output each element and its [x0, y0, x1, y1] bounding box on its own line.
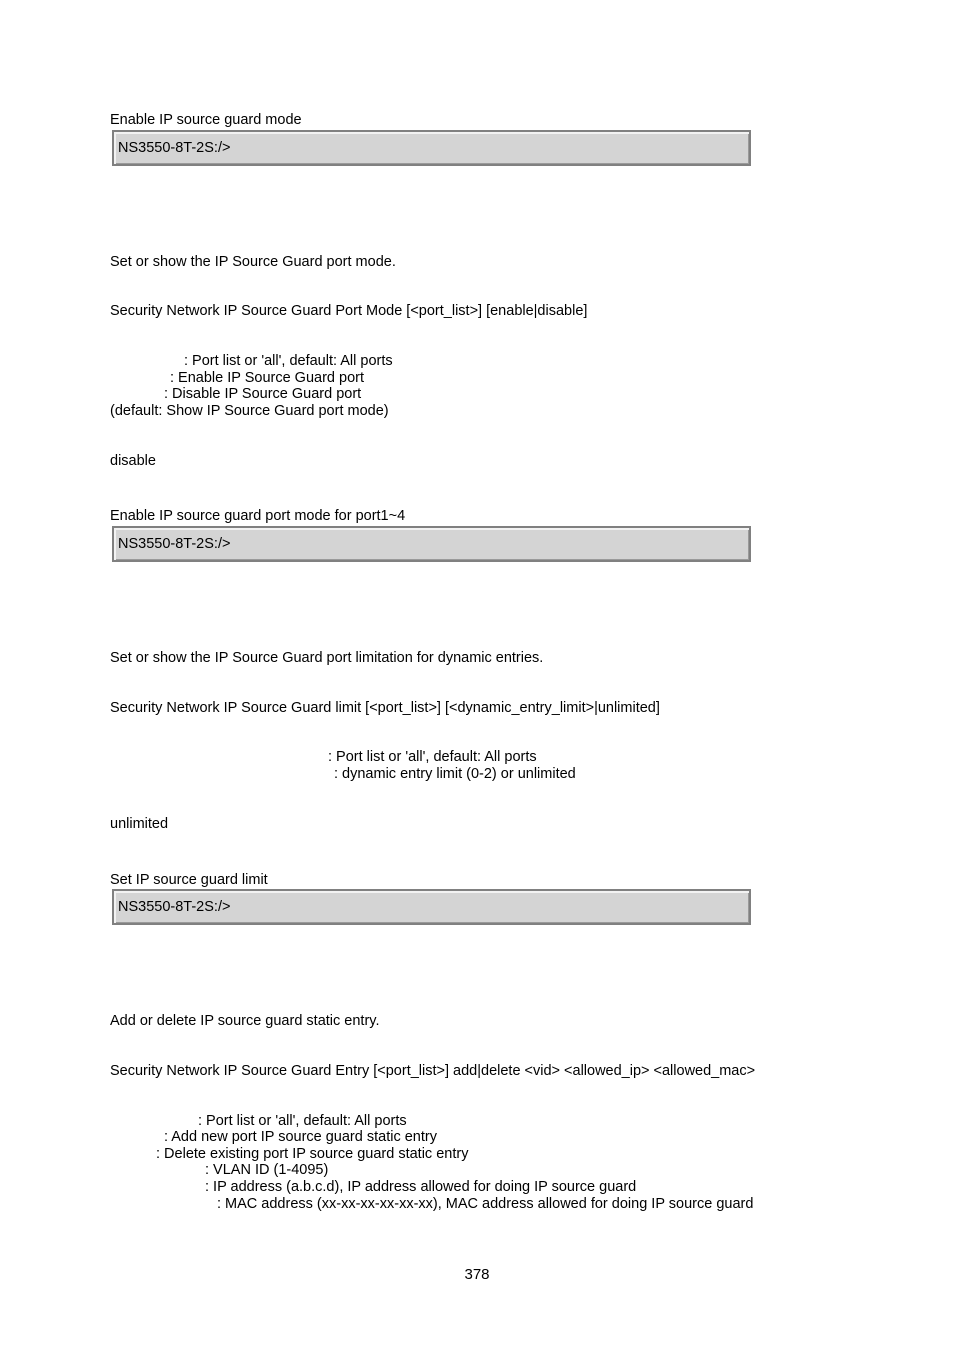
param-add: : Add new port IP source guard static entry — [164, 1129, 437, 1145]
cli-example-box — [112, 889, 751, 925]
cli-prompt: NS3550-8T-2S:/> — [118, 899, 231, 915]
param-port-list: : Port list or 'all', default: All ports — [328, 749, 537, 765]
cli-example-box — [112, 130, 751, 166]
default-value: disable — [110, 453, 156, 469]
command-syntax: Security Network IP Source Guard Entry [<port_list>] add|delete <vid> <allowed_ip> <allowed_mac> — [110, 1063, 756, 1079]
cli-prompt: NS3550-8T-2S:/> — [118, 536, 231, 552]
command-syntax: Security Network IP Source Guard Port Mode [<port_list>] [enable|disable] — [110, 303, 588, 319]
page-number: 378 — [464, 1266, 490, 1283]
param-enable: : Enable IP Source Guard port — [170, 370, 364, 386]
param-delete: : Delete existing port IP source guard static entry — [156, 1146, 469, 1162]
command-description: Set or show the IP Source Guard port limitation for dynamic entries. — [110, 650, 544, 666]
param-allowed-ip: : IP address (a.b.c.d), IP address allowed for doing IP source guard — [205, 1179, 637, 1195]
param-port-list: : Port list or 'all', default: All ports — [184, 353, 393, 369]
param-default-note: (default: Show IP Source Guard port mode) — [110, 403, 389, 419]
command-syntax: Security Network IP Source Guard limit [<port_list>] [<dynamic_entry_limit>|unlimited] — [110, 700, 660, 716]
param-allowed-mac: : MAC address (xx-xx-xx-xx-xx-xx), MAC address allowed for doing IP source guard — [217, 1196, 754, 1212]
param-dynamic-entry-limit: : dynamic entry limit (0-2) or unlimited — [334, 766, 576, 782]
cli-prompt: NS3550-8T-2S:/> — [118, 140, 231, 156]
cli-example-box — [112, 526, 751, 562]
default-value: unlimited — [110, 816, 169, 832]
example-caption: Set IP source guard limit — [110, 872, 268, 888]
command-description: Set or show the IP Source Guard port mode. — [110, 254, 396, 270]
param-vid: : VLAN ID (1-4095) — [205, 1162, 329, 1178]
param-disable: : Disable IP Source Guard port — [164, 386, 362, 402]
command-description: Add or delete IP source guard static entry. — [110, 1013, 380, 1029]
param-port-list: : Port list or 'all', default: All ports — [198, 1113, 407, 1129]
example-caption: Enable IP source guard port mode for port1~4 — [110, 508, 406, 524]
example-caption: Enable IP source guard mode — [110, 112, 302, 128]
